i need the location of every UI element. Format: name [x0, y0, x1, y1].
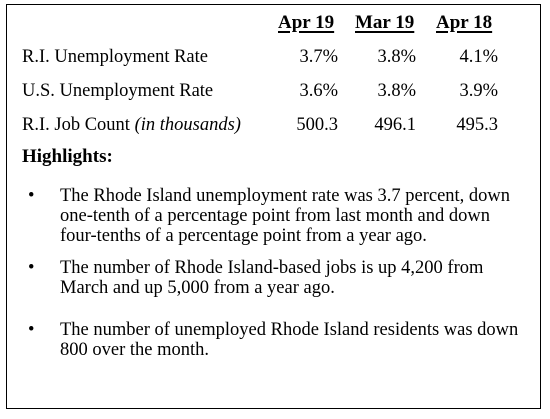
- cell-job-count-apr19: 500.3: [296, 115, 338, 135]
- column-header-apr18: Apr 18: [436, 12, 493, 33]
- column-header-apr19: Apr 19: [278, 12, 335, 33]
- bullet-text: The Rhode Island unemployment rate was 3.7 percent, down one-tenth of a percentage point from last month and down four-tenths of a percentage point from a year ago.: [60, 186, 511, 246]
- bullet-icon: •: [28, 320, 35, 340]
- cell-us-unemp-mar19: 3.8%: [377, 81, 416, 101]
- cell-job-count-apr18: 495.3: [456, 115, 498, 135]
- row-label-note: (in thousands): [134, 115, 241, 135]
- bullet-text: The number of Rhode Island-based jobs is up 4,200 from March and up 5,000 from a year ago.: [60, 258, 484, 298]
- row-label-text: R.I. Unemployment Rate: [22, 47, 208, 67]
- bullet-text: The number of unemployed Rhode Island residents was down 800 over the month.: [60, 320, 519, 360]
- cell-ri-unemp-apr18: 4.1%: [459, 47, 498, 67]
- bullet-icon: •: [28, 258, 35, 278]
- highlights-heading: Highlights:: [22, 146, 113, 167]
- cell-us-unemp-apr19: 3.6%: [299, 81, 338, 101]
- row-label-text: R.I. Job Count: [22, 115, 130, 135]
- bullet-icon: •: [28, 186, 35, 206]
- cell-us-unemp-apr18: 3.9%: [459, 81, 498, 101]
- row-label-us-unemployment: [22, 81, 213, 102]
- row-label-text: U.S. Unemployment Rate: [22, 81, 214, 101]
- cell-ri-unemp-mar19: 3.8%: [377, 47, 416, 67]
- list-item: [28, 186, 528, 246]
- row-label-ri-unemployment: [22, 47, 208, 68]
- cell-job-count-mar19: 496.1: [374, 115, 416, 135]
- column-header-mar19: Mar 19: [355, 12, 415, 33]
- highlights-list: [28, 186, 528, 360]
- list-item: [28, 320, 528, 360]
- list-item: [28, 258, 528, 298]
- row-label-ri-job-count: [22, 115, 241, 136]
- cell-ri-unemp-apr19: 3.7%: [299, 47, 338, 67]
